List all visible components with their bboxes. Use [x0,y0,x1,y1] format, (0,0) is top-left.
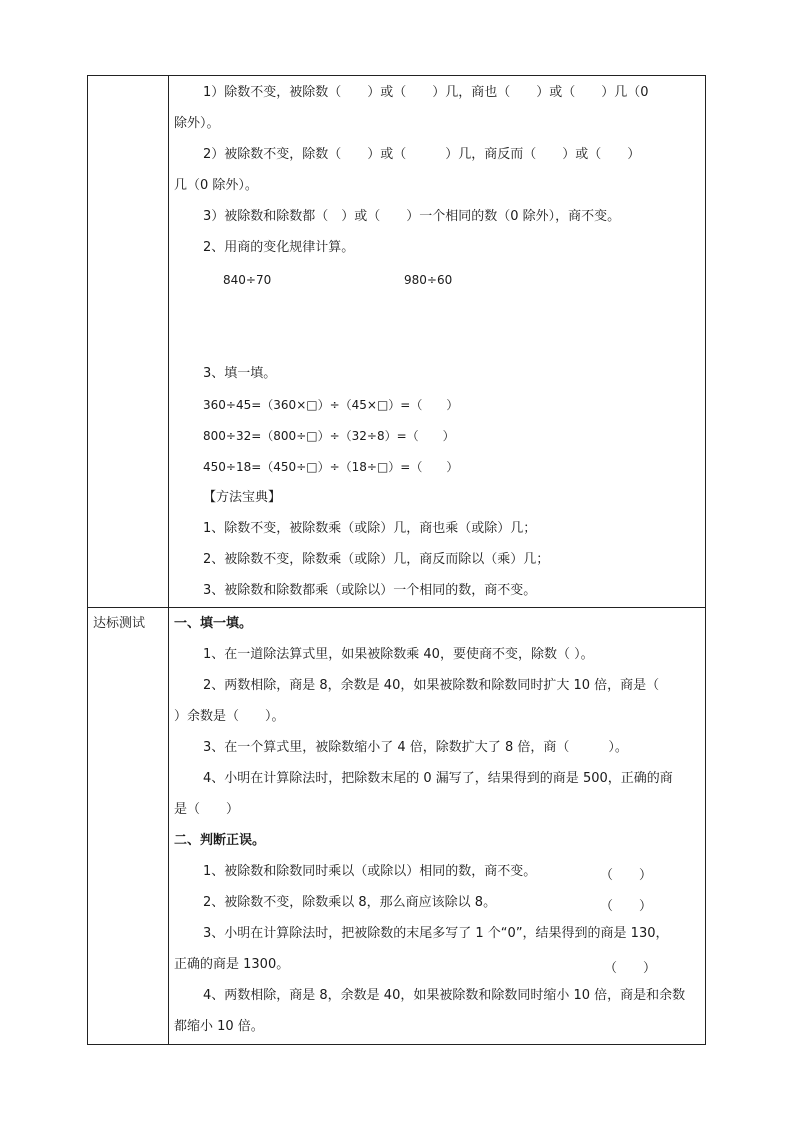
task3-title: 3、填一填。 [203,366,277,381]
calc-b: 980÷60 [404,273,453,287]
q2-line2: 几（0 除外）。 [174,178,258,193]
column-divider [168,76,169,1044]
judge-paren-1: （ ） [600,868,653,883]
method-title: 【方法宝典】 [203,490,282,505]
p2-q1: 1、被除数和除数同时乘以（或除以）相同的数，商不变。 [203,864,537,879]
calc-a: 840÷70 [223,273,272,287]
p2-q4-line2: 都缩小 10 倍。 [174,1019,264,1034]
p1-q2-line1: 2、两数相除，商是 8，余数是 40，如果被除数和除数同时扩大 10 倍，商是（ [203,678,660,693]
judge-paren-3: （ ） [604,961,657,976]
p2-q4-line1: 4、两数相除，商是 8，余数是 40，如果被除数和除数同时缩小 10 倍，商是和余数 [203,988,686,1003]
fill-2: 800÷32=（800÷□）÷（32÷8）=（ ） [203,429,455,443]
p1-q2-line2: ）余数是（ ）。 [174,709,285,724]
p2-q3-line1: 3、小明在计算除法时，把被除数的末尾多写了 1 个“0”，结果得到的商是 130， [203,926,669,941]
q3-line: 3）被除数和除数都（ ）或（ ）一个相同的数（0 除外），商不变。 [203,209,621,224]
part1-title: 一、填一填。 [174,616,253,631]
p1-q4-line2: 是（ ） [174,802,240,817]
worksheet-table [87,75,706,1045]
p1-q1: 1、在一道除法算式里，如果被除数乘 40，要使商不变，除数（ ）。 [203,647,594,662]
method-1: 1、除数不变，被除数乘（或除）几，商也乘（或除）几； [203,521,537,536]
section-label: 达标测试 [93,616,146,631]
p1-q3: 3、在一个算式里，被除数缩小了 4 倍，除数扩大了 8 倍，商（ ）。 [203,740,628,755]
p2-q2: 2、被除数不变，除数乘以 8，那么商应该除以 8。 [203,895,497,910]
p2-q3-line2: 正确的商是 1300。 [174,957,290,972]
q2-line1: 2）被除数不变，除数（ ）或（ ）几，商反而（ ）或（ ） [203,147,641,162]
method-2: 2、被除数不变，除数乘（或除）几，商反而除以（乘）几； [203,552,550,567]
fill-3: 450÷18=（450÷□）÷（18÷□）=（ ） [203,460,459,474]
method-3: 3、被除数和除数都乘（或除以）一个相同的数，商不变。 [203,583,537,598]
row-divider [88,607,705,608]
fill-1: 360÷45=（360×□）÷（45×□）=（ ） [203,398,459,412]
q1-line1: 1）除数不变，被除数（ ）或（ ）几，商也（ ）或（ ）几（0 [203,85,649,100]
task2-title: 2、用商的变化规律计算。 [203,240,355,255]
judge-paren-2: （ ） [600,899,653,914]
q1-line2: 除外）。 [174,116,220,131]
p1-q4-line1: 4、小明在计算除法时，把除数末尾的 0 漏写了，结果得到的商是 500，正确的商 [203,771,673,786]
part2-title: 二、判断正误。 [174,833,266,848]
